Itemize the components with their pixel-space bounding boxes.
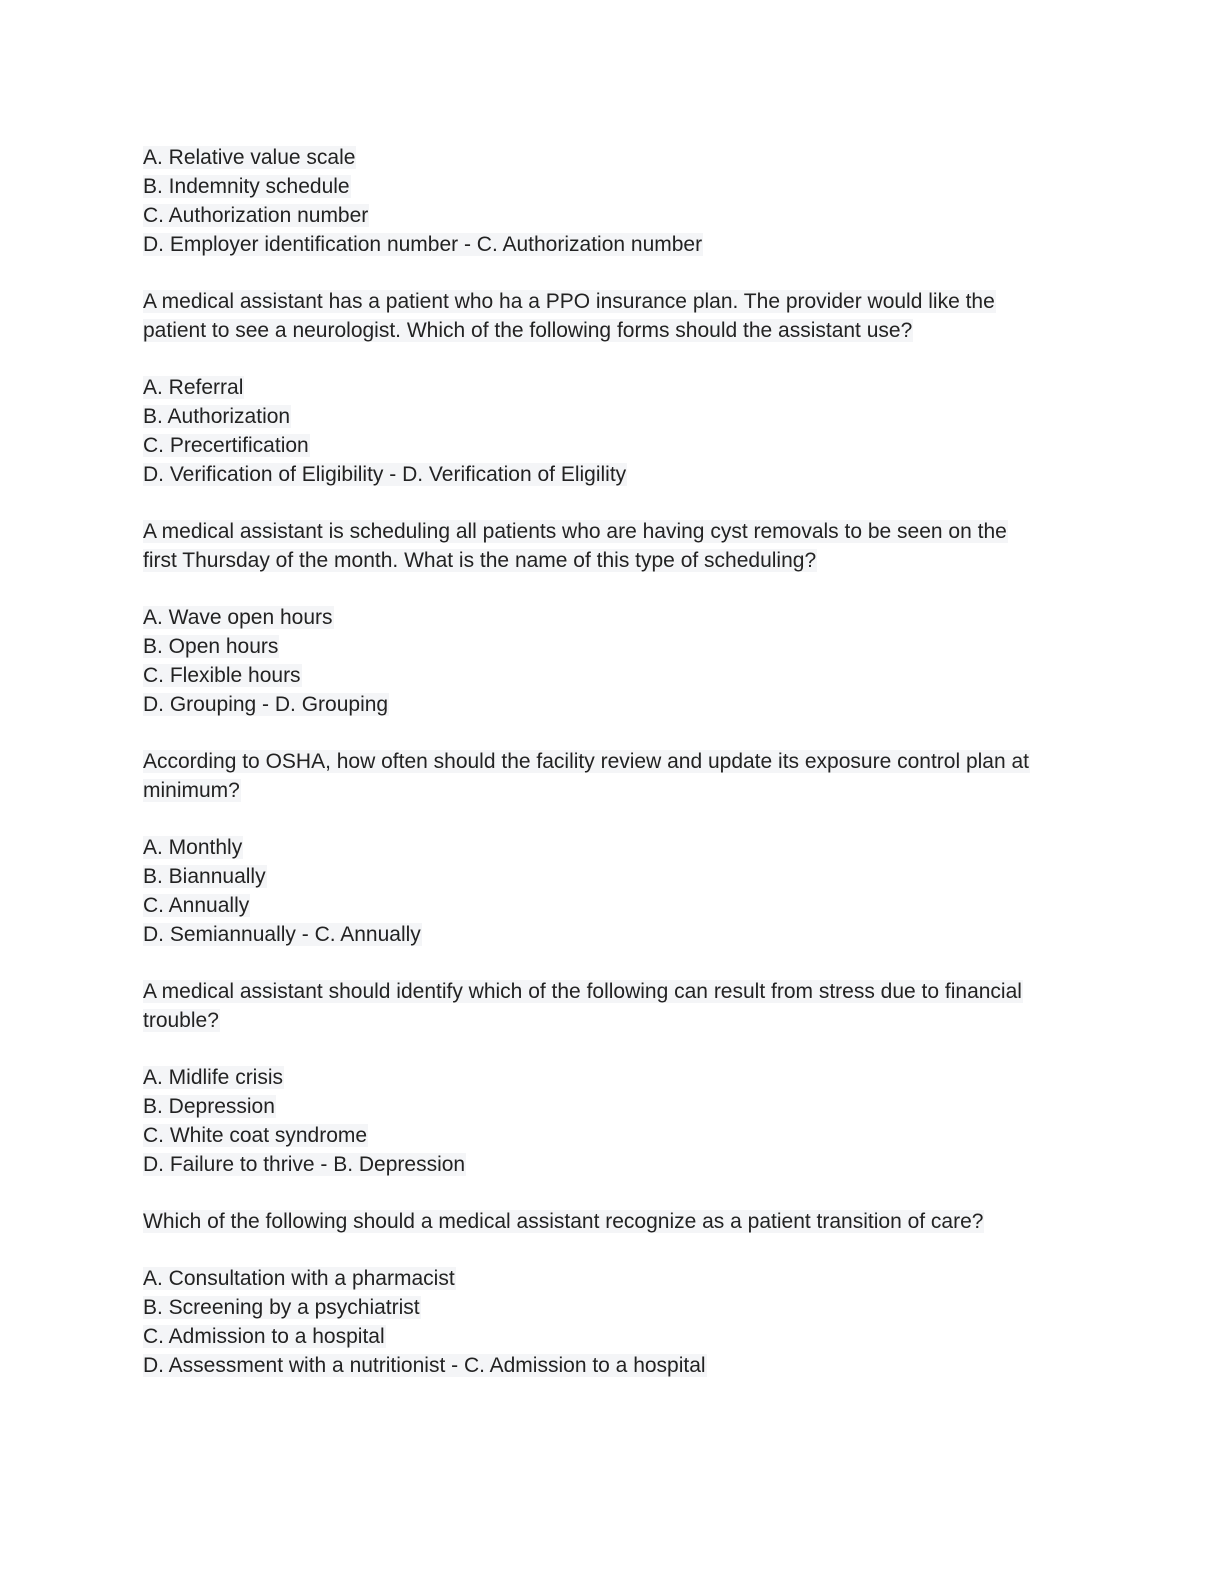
question-line: trouble? [143, 1009, 219, 1032]
question-6-text [143, 1207, 1083, 1236]
question-line: According to OSHA, how often should the facility review and update its exposure control plan at [143, 750, 1029, 773]
option-a: A. Midlife crisis [143, 1066, 284, 1089]
options-group-2 [143, 373, 1083, 489]
options-group-1 [143, 143, 1083, 259]
option-b: B. Biannually [143, 865, 266, 888]
option-d-with-answer: D. Failure to thrive - B. Depression [143, 1153, 466, 1176]
question-3-text [143, 517, 1083, 575]
option-d-with-answer: D. Grouping - D. Grouping [143, 693, 389, 716]
option-a: A. Wave open hours [143, 606, 333, 629]
option-c: C. Annually [143, 894, 250, 917]
option-d-with-answer: D. Verification of Eligibility - D. Verification of Eligility [143, 463, 627, 486]
option-d-with-answer: D. Employer identification number - C. Authorization number [143, 233, 703, 256]
question-line: minimum? [143, 779, 240, 802]
document-content [143, 143, 1083, 1408]
options-group-6 [143, 1264, 1083, 1380]
options-group-5 [143, 1063, 1083, 1179]
question-line: A medical assistant is scheduling all patients who are having cyst removals to be seen on the [143, 520, 1007, 543]
option-c: C. Precertification [143, 434, 309, 457]
option-a: A. Monthly [143, 836, 243, 859]
option-a: A. Relative value scale [143, 146, 356, 169]
options-group-3 [143, 603, 1083, 719]
question-line: A medical assistant has a patient who ha a PPO insurance plan. The provider would like the [143, 290, 995, 313]
question-2-text [143, 287, 1083, 345]
question-line: A medical assistant should identify which of the following can result from stress due to financial [143, 980, 1022, 1003]
question-line: first Thursday of the month. What is the name of this type of scheduling? [143, 549, 817, 572]
option-b: B. Indemnity schedule [143, 175, 350, 198]
option-b: B. Depression [143, 1095, 275, 1118]
option-c: C. Admission to a hospital [143, 1325, 385, 1348]
option-a: A. Referral [143, 376, 244, 399]
option-a: A. Consultation with a pharmacist [143, 1267, 455, 1290]
question-line: patient to see a neurologist. Which of the following forms should the assistant use? [143, 319, 913, 342]
option-c: C. White coat syndrome [143, 1124, 368, 1147]
option-b: B. Open hours [143, 635, 279, 658]
option-b: B. Authorization [143, 405, 291, 428]
option-c: C. Authorization number [143, 204, 369, 227]
option-d-with-answer: D. Assessment with a nutritionist - C. Admission to a hospital [143, 1354, 706, 1377]
options-group-4 [143, 833, 1083, 949]
option-d-with-answer: D. Semiannually - C. Annually [143, 923, 421, 946]
option-b: B. Screening by a psychiatrist [143, 1296, 420, 1319]
question-4-text [143, 747, 1083, 805]
option-c: C. Flexible hours [143, 664, 301, 687]
question-line: Which of the following should a medical assistant recognize as a patient transition of care? [143, 1210, 984, 1233]
question-5-text [143, 977, 1083, 1035]
